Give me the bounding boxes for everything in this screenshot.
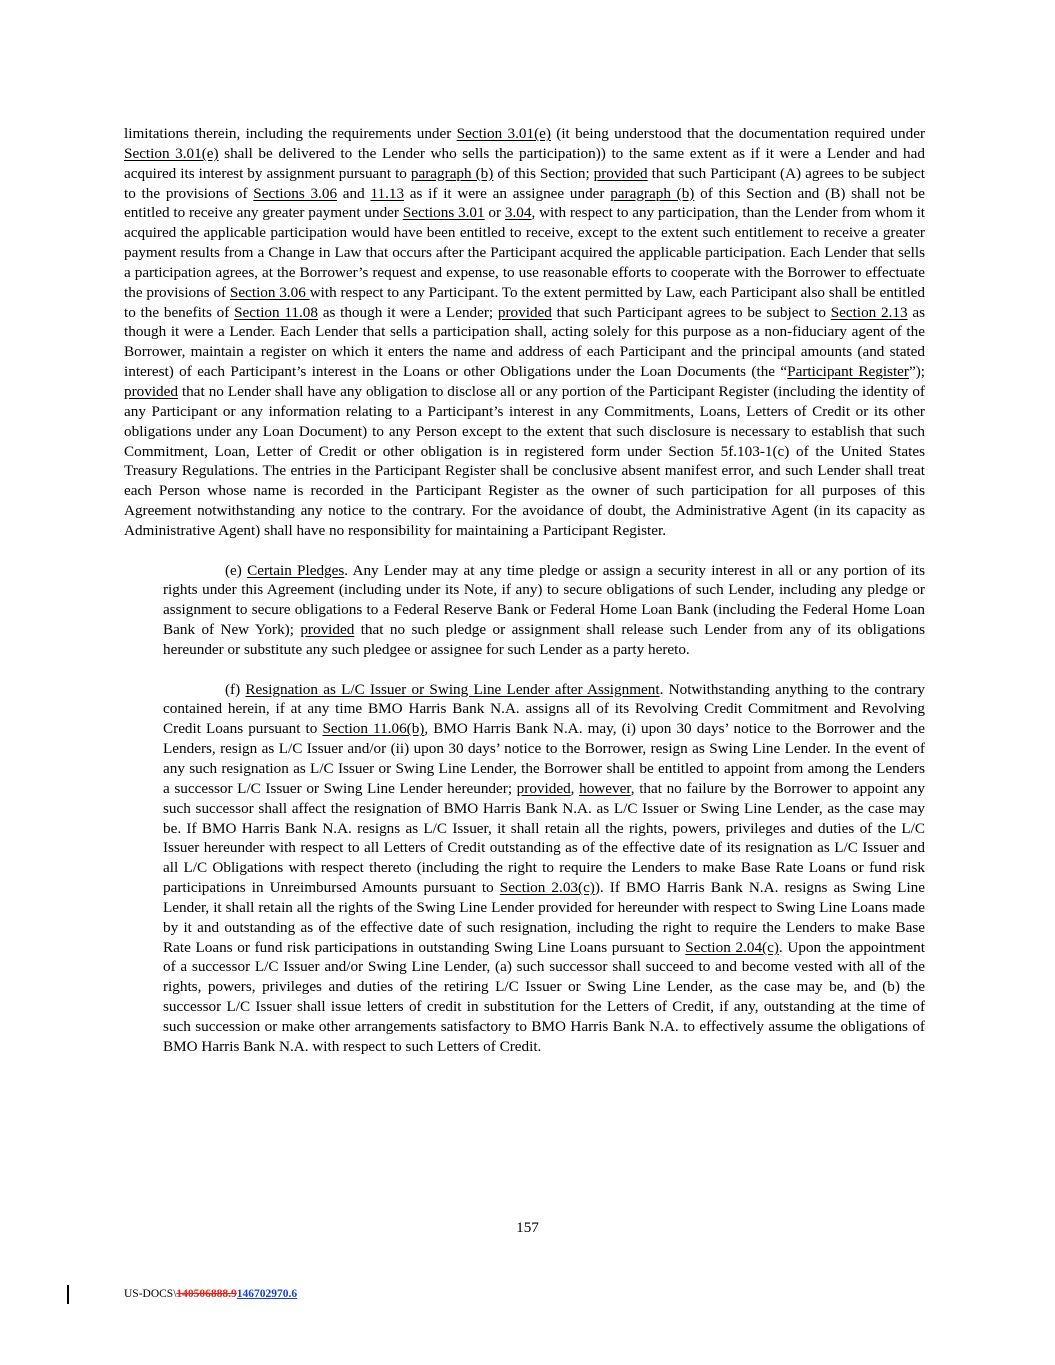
text-run: that such Participant (A) agrees to be subject to the provisions of bbox=[124, 164, 926, 202]
text-run: or bbox=[484, 204, 505, 222]
text-run: . Notwithstanding anything to the contrary contained herein, if at any time BMO Harris Bank N.A. assigns all of its Revolving Credit Commitment and Revolving Credit Loans pursuant to bbox=[163, 680, 925, 738]
emphasis-term: provided bbox=[497, 303, 552, 321]
clause-heading: Resignation as L/C Issuer or Swing Line Lender after Assignment bbox=[245, 680, 660, 698]
text-run: that no Lender shall have any obligation to disclose all or any portion of the Participant Register (including the identity of any Participant or any information relating to a Participant’s interest in any Commitments, Loans, Letters of Credit or its other obligations under any Loan Document) to any Person except to the extent that such disclosure is necessary to establish that such Commitment, Loan, Letter of Credit or other obligation is in registered form under Section 5f.103-1(c) of the United States Treasury Regulations. The entries in the Participant Register shall be conclusive absent manifest error, and such Lender shall treat each Person whose name is recorded in the Participant Register as the owner of such participation for all purposes of this Agreement notwithstanding any notice to the contrary. For the avoidance of doubt, the Administrative Agent (in its capacity as Administrative Agent) shall have no responsibility for maintaining a Participant Register. bbox=[124, 382, 925, 539]
text-run: . Upon the appointment of a successor L/C Issuer and/or Swing Line Lender, (a) such successor shall succeed to and become vested with all of the rights, powers, privileges and duties of the retiring L/C Issuer or Swing Line Lender, as the case may be, and (b) the successor L/C Issuer shall issue letters of credit in substitution for the Letters of Credit, if any, outstanding at the time of such succession or make other arrangements satisfactory to BMO Harris Bank N.A. to effectively assume the obligations of BMO Harris Bank N.A. with respect to such Letters of Credit. bbox=[163, 938, 925, 1055]
cross-reference: Sections 3.01 bbox=[402, 204, 485, 222]
cross-reference: Section 3.01(e) bbox=[456, 125, 551, 142]
text-run: with respect to any Participant. To the extent permitted by Law, each Participant also shall be entitled to the benefits of bbox=[124, 283, 925, 321]
paragraph-resignation bbox=[163, 680, 925, 1057]
text-run: , that no failure by the Borrower to appoint any such successor shall affect the resignation of BMO Harris Bank N.A. as L/C Issuer or Swing Line Lender, as the case may be. If BMO Harris Bank N.A. resigns as L/C Issuer, it shall retain all the rights, powers, privileges and duties of the L/C Issuer hereunder with respect to all Letters of Credit outstanding as of the effective date of its resignation as L/C Issuer and all L/C Obligations with respect thereto (including the right to require the Lenders to make Base Rate Loans or fund risk participations in Unreimbursed Amounts pursuant to bbox=[163, 779, 925, 897]
footer-prefix: US-DOCS\ bbox=[124, 1288, 177, 1300]
cross-reference: Section 3.01(e) bbox=[124, 144, 219, 162]
cross-reference: Section 2.03(c) bbox=[499, 879, 595, 897]
defined-term: Participant Register bbox=[787, 363, 909, 381]
text-run: . Any Lender may at any time pledge or assign a security interest in all or any portion of its rights under this Agreement (including under its Note, if any) to secure obligations of such Lender, including any pledge or assignment to secure obligations to a Federal Reserve Bank or Federal Home Loan Bank (including the Federal Home Loan Bank of New York); bbox=[163, 561, 925, 639]
clause-label: (f) bbox=[225, 680, 246, 698]
text-run: limitations therein, including the requirements under bbox=[124, 125, 457, 142]
paragraph-certain-pledges bbox=[163, 561, 925, 660]
change-bar bbox=[67, 1285, 69, 1304]
paragraph-participant-register bbox=[124, 124, 925, 541]
text-run: that such Participant agrees to be subject to bbox=[551, 303, 831, 321]
text-run: (it being understood that the documentation required under bbox=[550, 125, 925, 142]
emphasis-term: provided bbox=[300, 621, 355, 639]
document-body bbox=[124, 124, 925, 1057]
text-run: , with respect to any participation, than the Lender from whom it acquired the applicable participation would have been entitled to receive, except to the extent such entitlement to receive a greater payment results from a Change in Law that occurs after the Participant acquired the applicable participation. Each Lender that sells a participation agrees, at the Borrower’s request and expense, to use reasonable efforts to cooperate with the Borrower to effectuate the provisions of bbox=[124, 204, 926, 301]
clause-label: (e) bbox=[225, 561, 248, 579]
emphasis-term: provided bbox=[593, 164, 648, 182]
text-run: as if it were an assignee under bbox=[404, 184, 611, 202]
text-run: as though it were a Lender. Each Lender that sells a participation shall, acting solely for this purpose as a non-fiduciary agent of the Borrower, maintain a register on which it enters the name and address of each Participant and the principal amounts (and stated interest) of each Participant’s interest in the Loans or other Obligations under the Loan Documents (the “ bbox=[124, 303, 925, 381]
clause-heading: Certain Pledges bbox=[247, 561, 345, 579]
text-run: and bbox=[337, 184, 371, 202]
page-number: 157 bbox=[516, 1219, 539, 1236]
document-id-footer bbox=[124, 1288, 297, 1300]
deleted-doc-number: 140506888.9 bbox=[176, 1288, 237, 1300]
cross-reference: Section 2.13 bbox=[830, 303, 908, 321]
text-run: that no such pledge or assignment shall release such Lender from any of its obligations hereunder or substitute any such pledgee or assignee for such Lender as a party hereto. bbox=[163, 621, 925, 658]
text-run: , BMO Harris Bank N.A. may, (i) upon 30 days’ notice to the Borrower and the Lenders, resign as L/C Issuer and/or (ii) upon 30 days’ notice to the Borrower, resign as Swing Line Lender. In the event of any such resignation as L/C Issuer or Swing Line Lender, the Borrower shall be entitled to appoint from among the Lenders a successor L/C Issuer or Swing Line Lender hereunder; bbox=[163, 720, 925, 797]
cross-reference: Sections 3.06 bbox=[253, 184, 338, 202]
cross-reference: Section 11.06(b) bbox=[322, 720, 425, 738]
text-run: ). If BMO Harris Bank N.A. resigns as Swing Line Lender, it shall retain all the rights of the Swing Line Lender provided for hereunder with respect to Swing Line Loans made by it and outstanding as of the effective date of such resignation, including the right to require the Lenders to make Base Rate Loans or fund risk participations in outstanding Swing Line Loans pursuant to bbox=[163, 879, 925, 956]
cross-reference: Section 2.04(c) bbox=[685, 938, 779, 956]
cross-reference: Section 3.06 bbox=[229, 283, 310, 301]
cross-reference: 11.13 bbox=[370, 184, 405, 202]
emphasis-term: provided bbox=[516, 779, 571, 797]
emphasis-term: however bbox=[579, 779, 631, 797]
inserted-doc-number: 146702970.6 bbox=[236, 1288, 298, 1300]
cross-reference: paragraph (b) bbox=[410, 164, 494, 182]
cross-reference: Section 11.08 bbox=[234, 303, 318, 321]
text-run: of this Section and (B) shall not be entitled to receive any greater payment under bbox=[124, 184, 926, 222]
text-run: , bbox=[570, 779, 580, 797]
emphasis-term: provided bbox=[124, 382, 178, 400]
text-run: of this Section; bbox=[493, 164, 594, 182]
cross-reference: 3.04 bbox=[504, 204, 532, 222]
text-run: shall be delivered to the Lender who sells the participation)) to the same extent as if it were a Lender and had acquired its interest by assignment pursuant to bbox=[124, 144, 925, 182]
text-run: ”); bbox=[908, 363, 925, 381]
text-run: as though it were a Lender; bbox=[317, 303, 498, 321]
cross-reference: paragraph (b) bbox=[610, 184, 695, 202]
